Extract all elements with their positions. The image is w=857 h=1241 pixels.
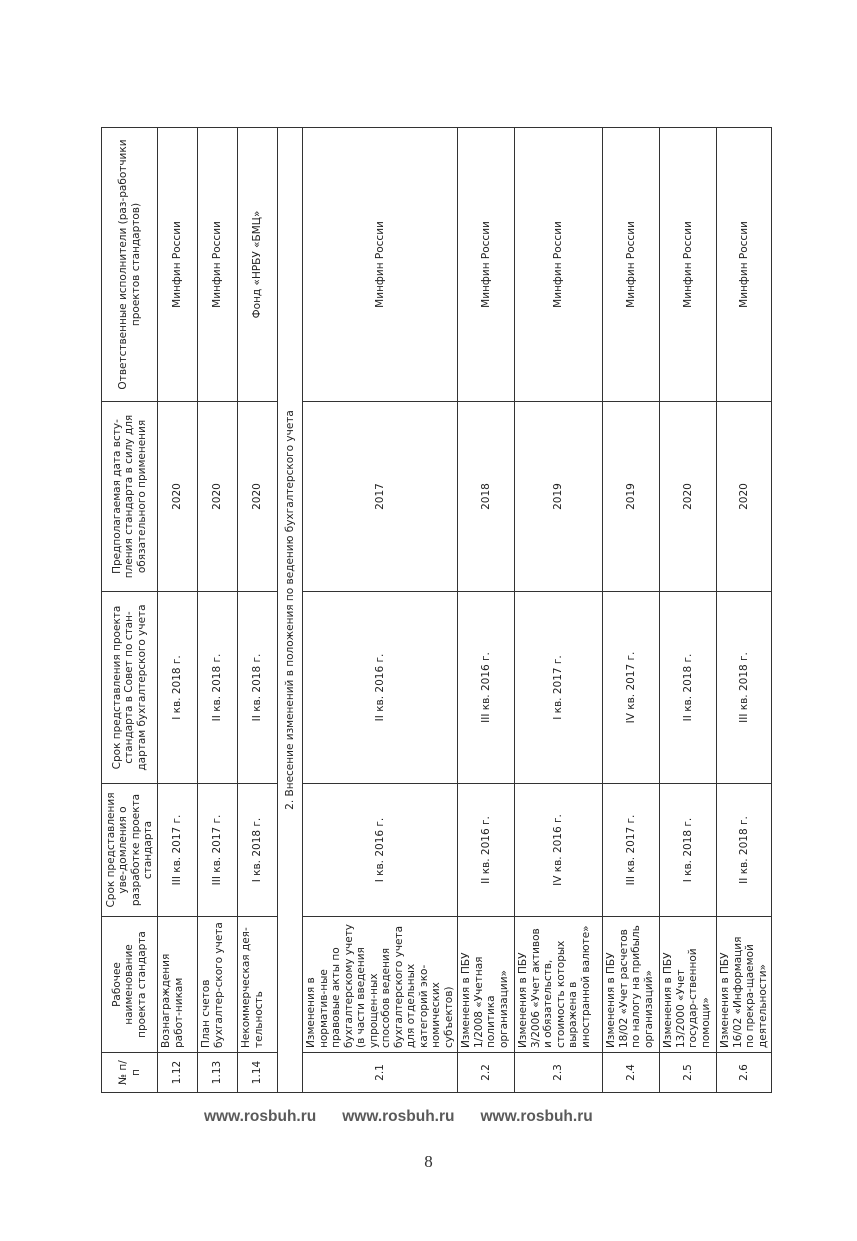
- header-notice: Срок представления уве-домления о разработке проекта стандарта: [102, 784, 158, 917]
- row-council: II кв. 2018 г.: [238, 592, 278, 784]
- section-row: [278, 128, 303, 1093]
- row-council: II кв. 2018 г.: [198, 592, 238, 784]
- row-effective: 2020: [660, 402, 717, 592]
- row-name: Вознаграждения работ-никам: [158, 917, 198, 1053]
- row-effective: 2019: [515, 402, 603, 592]
- row-notice: IV кв. 2016 г.: [515, 784, 603, 917]
- row-effective: 2020: [198, 402, 238, 592]
- row-effective: 2020: [238, 402, 278, 592]
- footer-link[interactable]: www.rosbuh.ru: [204, 1108, 317, 1125]
- row-responsible: Минфин России: [158, 128, 198, 402]
- row-notice: I кв. 2016 г.: [303, 784, 458, 917]
- row-name: Изменения в ПБУ 1/2008 «Учетная политика организации»: [458, 917, 515, 1053]
- section-title: 2. Внесение изменений в положения по ведению бухгалтерского учета: [278, 128, 303, 1093]
- row-responsible: Минфин России: [198, 128, 238, 402]
- header-effective: Предполагаемая дата всту-пления стандарта в силу для обязательного применения: [102, 402, 158, 592]
- row-council: IV кв. 2017 г.: [603, 592, 660, 784]
- row-effective: 2020: [717, 402, 772, 592]
- row-council: III кв. 2016 г.: [458, 592, 515, 784]
- row-responsible: Минфин России: [660, 128, 717, 402]
- row-responsible: Минфин России: [603, 128, 660, 402]
- row-name: Изменения в ПБУ 18/02 «Учет расчетов по налогу на прибыль организаций»: [603, 917, 660, 1053]
- row-name: Некоммерческая дея-тельность: [238, 917, 278, 1053]
- row-effective: 2019: [603, 402, 660, 592]
- row-notice: III кв. 2017 г.: [158, 784, 198, 917]
- row-num: 1.14: [238, 1053, 278, 1093]
- header-num: № п/п: [102, 1053, 158, 1093]
- row-num: 1.13: [198, 1053, 238, 1093]
- row-effective: 2018: [458, 402, 515, 592]
- row-num: 2.2: [458, 1053, 515, 1093]
- header-name: Рабочее наименование проекта стандарта: [102, 917, 158, 1053]
- row-num: 2.5: [660, 1053, 717, 1093]
- table-row: [717, 128, 772, 1093]
- row-notice: III кв. 2017 г.: [603, 784, 660, 917]
- footer-link[interactable]: www.rosbuh.ru: [342, 1108, 455, 1125]
- row-effective: 2020: [158, 402, 198, 592]
- row-council: II кв. 2018 г.: [660, 592, 717, 784]
- table-row: [660, 128, 717, 1093]
- row-responsible: Минфин России: [515, 128, 603, 402]
- row-name: Изменения в ПБУ 3/2006 «Учет активов и обязательств, стоимость которых выражена в иностранной валюте»: [515, 917, 603, 1053]
- row-num: 2.4: [603, 1053, 660, 1093]
- row-num: 2.3: [515, 1053, 603, 1093]
- table-row: [158, 128, 198, 1093]
- standards-schedule-table: [101, 127, 772, 1093]
- table-row: [458, 128, 515, 1093]
- row-responsible: Фонд «НРБУ «БМЦ»: [238, 128, 278, 402]
- row-name: Изменения в ПБУ 16/02 «Информация по прекра-щаемой деятельности»: [717, 917, 772, 1053]
- table-row: [515, 128, 603, 1093]
- page-number: 8: [424, 1152, 433, 1171]
- row-council: III кв. 2018 г.: [717, 592, 772, 784]
- row-num: 2.1: [303, 1053, 458, 1093]
- table-row: [303, 128, 458, 1093]
- row-name: Изменения в норматив-ные правовые акты по бухгалтерскому учету (в части введения упрощен-ных способов ведения бухгалтерского учета для отдельных категорий эко-номических субъектов): [303, 917, 458, 1053]
- row-notice: II кв. 2016 г.: [458, 784, 515, 917]
- row-effective: 2017: [303, 402, 458, 592]
- rotated-table-container: [101, 128, 769, 1093]
- row-name: План счетов бухгалтер-ского учета: [198, 917, 238, 1053]
- row-responsible: Минфин России: [717, 128, 772, 402]
- footer-links: [204, 1108, 664, 1126]
- row-notice: III кв. 2017 г.: [198, 784, 238, 917]
- row-num: 2.6: [717, 1053, 772, 1093]
- row-council: I кв. 2018 г.: [158, 592, 198, 784]
- row-num: 1.12: [158, 1053, 198, 1093]
- footer-link[interactable]: www.rosbuh.ru: [480, 1108, 593, 1125]
- table-header-row: [102, 128, 158, 1093]
- table-row: [238, 128, 278, 1093]
- row-responsible: Минфин России: [458, 128, 515, 402]
- row-council: I кв. 2017 г.: [515, 592, 603, 784]
- row-name: Изменения в ПБУ 13/2000 «Учет государ-ственной помощи»: [660, 917, 717, 1053]
- table-row: [603, 128, 660, 1093]
- row-notice: II кв. 2018 г.: [717, 784, 772, 917]
- table-row: [198, 128, 238, 1093]
- row-notice: I кв. 2018 г.: [660, 784, 717, 917]
- row-notice: I кв. 2018 г.: [238, 784, 278, 917]
- row-responsible: Минфин России: [303, 128, 458, 402]
- header-responsible: Ответственные исполнители (раз-работчики проектов стандартов): [102, 128, 158, 402]
- row-council: II кв. 2016 г.: [303, 592, 458, 784]
- header-council: Срок представления проекта стандарта в Совет по стан-дартам бухгалтерского учета: [102, 592, 158, 784]
